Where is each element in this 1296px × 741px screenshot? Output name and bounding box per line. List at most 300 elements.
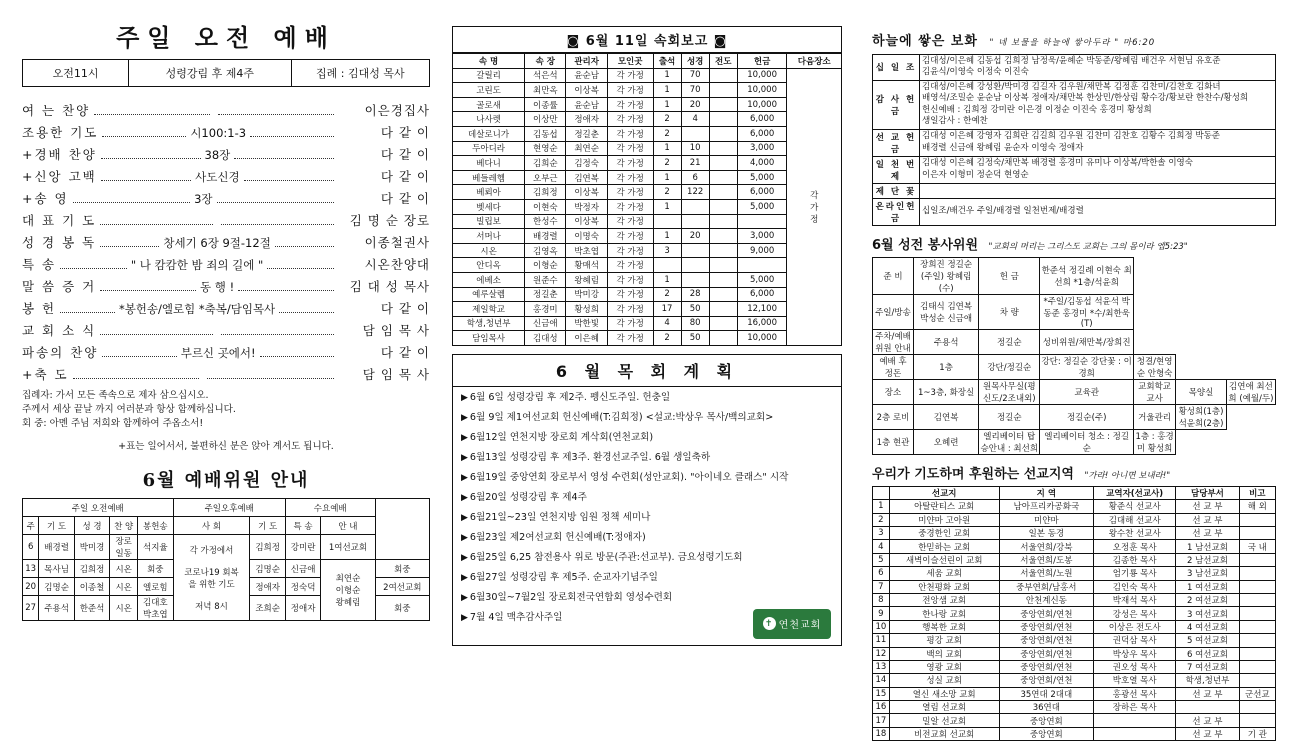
order-row xyxy=(22,141,430,163)
leader-dots xyxy=(250,126,334,137)
cell: 6,000 xyxy=(737,126,787,141)
table-row xyxy=(873,553,1276,566)
cell: 1 xyxy=(653,170,681,185)
leader-dots xyxy=(260,346,334,357)
table-row xyxy=(453,287,842,302)
cell: 신금애 xyxy=(525,316,566,331)
table-row xyxy=(873,354,1276,379)
cell: 현영순 xyxy=(525,141,566,156)
cell xyxy=(709,316,737,331)
offering-title xyxy=(872,30,1276,49)
leader-dots xyxy=(207,368,334,379)
leader-dots xyxy=(267,258,334,269)
order-item: +축 도 xyxy=(22,367,69,382)
table-row xyxy=(873,329,1276,354)
cell: 이상복 xyxy=(566,185,607,200)
order-detail: 시100:1-3 xyxy=(190,126,247,140)
plan-item: ▶ 6월21일~23일 연천지방 임원 정책 세미나 xyxy=(461,511,651,523)
order-detail: 부르신 곳에서! xyxy=(180,346,256,360)
leader-dots xyxy=(238,280,334,291)
right-column xyxy=(872,30,1276,741)
mission-title-text: 우리가 기도하며 후원하는 선교지역 xyxy=(872,466,1074,482)
plan-item: ▶ 6월19일 중앙연회 장로부서 영성 수련회(성안교회). "아이네오 클래스" 시작 xyxy=(461,471,789,483)
cell: 이명숙 xyxy=(566,229,607,244)
order-person: 다 같 이 xyxy=(380,147,430,162)
table-row xyxy=(23,535,430,560)
order-row xyxy=(22,185,430,207)
cell xyxy=(709,302,737,317)
left-column xyxy=(22,18,430,621)
cell: 주용석 xyxy=(913,329,978,354)
cell xyxy=(709,243,737,258)
cell: 10 xyxy=(873,620,890,633)
cell: 1 xyxy=(653,97,681,112)
cell: 장희진 정길순(주일) 왕혜림(수) xyxy=(913,257,978,294)
cell: 새벽이슬선린이 교회 xyxy=(889,553,999,566)
cell: 윤순남 xyxy=(566,68,607,83)
order-item: 특 송 xyxy=(22,257,57,272)
column-header: 기 도 xyxy=(250,517,285,535)
cell: 박미경 xyxy=(74,535,109,560)
order-person: 다 같 이 xyxy=(380,345,430,360)
cell: 아탈란티스 교회 xyxy=(889,500,999,513)
order-item: 조용한 기도 xyxy=(22,125,99,140)
cell: 11 xyxy=(873,634,890,647)
column-header: 다음장소 xyxy=(787,54,842,69)
column-header: 특 송 xyxy=(285,517,320,535)
table-row xyxy=(873,183,1276,198)
cell: 배경렬 xyxy=(39,535,74,560)
order-row xyxy=(22,207,430,229)
cell: 한믿하는 교회 xyxy=(889,540,999,553)
cell: 베뢰아 xyxy=(453,185,525,200)
cell xyxy=(709,112,737,127)
table-row xyxy=(453,214,842,229)
table-row xyxy=(873,526,1276,539)
cell: 청결/현영순 안형숙 xyxy=(1134,354,1176,379)
cell: 전앙샘 교회 xyxy=(889,593,999,606)
church-stamp xyxy=(753,609,831,639)
cell: 1 남선교회 xyxy=(1176,540,1239,553)
leader-dots xyxy=(100,324,213,335)
cell: 비전교회 선교회 xyxy=(889,727,999,740)
table-row xyxy=(873,513,1276,526)
order-person: 이은경집사 xyxy=(364,103,430,118)
cell: 안디옥 xyxy=(453,258,525,273)
leader-dots xyxy=(275,236,334,247)
committee-title: 6월 예배위원 안내 xyxy=(142,470,310,492)
cell: 선 교 부 xyxy=(1176,687,1239,700)
table-row xyxy=(873,647,1276,660)
cell: 홍광선 목사 xyxy=(1094,687,1176,700)
cell: 3,000 xyxy=(737,141,787,156)
order-detail: *봉헌송/엘로힘 *축복/담임목사 xyxy=(118,302,276,316)
cell: 왕혜림 xyxy=(566,272,607,287)
cell: 2 남선교회 xyxy=(1176,553,1239,566)
column-header: 기 도 xyxy=(39,517,74,535)
cell: 중앙연회 xyxy=(999,714,1093,727)
leader-dots xyxy=(73,192,190,203)
cell: 박호열 목사 xyxy=(1094,674,1176,687)
leader-dots xyxy=(221,324,334,335)
cell: 4 xyxy=(653,316,681,331)
table-row xyxy=(873,404,1276,429)
cell: 오부근 xyxy=(525,170,566,185)
cell: 6,000 xyxy=(737,185,787,200)
column-header: 지 역 xyxy=(999,486,1093,499)
cell: 주용석 xyxy=(39,596,74,621)
cell xyxy=(1239,567,1275,580)
cell: 13 xyxy=(23,560,39,578)
cell: 준 비 xyxy=(873,257,914,294)
cell: 1 xyxy=(653,83,681,98)
service-time: 오전11시 xyxy=(23,60,129,86)
cell: 50 xyxy=(681,302,709,317)
cell: 1 여선교회 xyxy=(1176,580,1239,593)
triangle-icon: ▶ xyxy=(461,492,468,503)
cell: 20 xyxy=(23,578,39,596)
cell: 시온 xyxy=(110,578,138,596)
column-header: 헌금 xyxy=(737,54,787,69)
plan-item: ▶ 6월13일 성령강림 후 제3주. 환경선교주일. 6월 생일축하 xyxy=(461,451,711,463)
cell: 미얀마 xyxy=(999,513,1093,526)
cell xyxy=(1239,513,1275,526)
cell: *주일/김동섭 석윤석 박동준 홍경미 *수/최한욱(T) xyxy=(1040,294,1134,329)
offering-category: 온라인헌금 xyxy=(873,198,920,225)
cell: 7 xyxy=(873,580,890,593)
table-row xyxy=(873,714,1276,727)
cell: 황매석 xyxy=(566,258,607,273)
order-detail: 동 행 ! xyxy=(200,280,235,294)
cell: 담임목사 xyxy=(453,331,525,346)
order-of-worship xyxy=(22,97,430,383)
cell: 2여선교회 xyxy=(375,578,429,596)
column-header: 출석 xyxy=(653,54,681,69)
cell: 2 xyxy=(653,112,681,127)
cell: 1 xyxy=(653,141,681,156)
cell: 이현숙 xyxy=(525,199,566,214)
cell: 거울관리 xyxy=(1134,404,1176,429)
cell: 남아프리카공화국 xyxy=(999,500,1093,513)
cell: 엘리베이터 탑승안내 : 최선희 xyxy=(979,429,1040,454)
cell: 박상우 목사 xyxy=(1094,647,1176,660)
plan-item: ▶ 6월30일~7월2일 장로회전국연합회 영성수련회 xyxy=(461,591,673,603)
cell: 강단/정길순 xyxy=(979,354,1040,379)
table-row xyxy=(453,258,842,273)
cell: 학생,청년부 xyxy=(453,316,525,331)
cell: 중앙연회/연천 xyxy=(999,647,1093,660)
leader-dots xyxy=(234,148,334,159)
column-header: 안 내 xyxy=(321,517,375,535)
cell: 교회학교 교사 xyxy=(1134,379,1176,404)
table-row xyxy=(453,185,842,200)
cell: 10,000 xyxy=(737,97,787,112)
cell: 김희정 xyxy=(525,185,566,200)
cell: 김대해 선교사 xyxy=(1094,513,1176,526)
leader-dots xyxy=(218,104,334,115)
service-officiant: 집례 : 김대성 목사 xyxy=(316,67,405,80)
order-item: +신앙 고백 xyxy=(22,169,97,184)
cell: 홍경미 xyxy=(525,302,566,317)
cell: 서울연희/노원 xyxy=(999,567,1093,580)
order-row xyxy=(22,361,430,383)
triangle-icon: ▶ xyxy=(461,592,468,603)
table-row xyxy=(453,68,842,83)
cell: 각 가정 xyxy=(607,331,653,346)
cell: 김정숙 xyxy=(566,156,607,171)
cell: 정애자 xyxy=(250,578,285,596)
cell: 기 관 xyxy=(1239,727,1275,740)
table-row xyxy=(873,540,1276,553)
table-row xyxy=(873,701,1276,714)
cell: 회중 xyxy=(138,560,173,578)
order-detail: " 나 캄캄한 밤 죄의 길에 " xyxy=(130,258,264,272)
cell: 김영옥 xyxy=(525,243,566,258)
cell: 박한빛 xyxy=(566,316,607,331)
table-row xyxy=(453,229,842,244)
order-detail: 사도신경 xyxy=(195,170,240,184)
cell: 1 xyxy=(653,199,681,214)
cell: 제일학교 xyxy=(453,302,525,317)
order-person: 다 같 이 xyxy=(380,301,430,316)
cell: 밀알 선교회 xyxy=(889,714,999,727)
table-row xyxy=(873,593,1276,606)
cell: 오정훈 목사 xyxy=(1094,540,1176,553)
cell: 각 가정 xyxy=(607,97,653,112)
responsive-line-3: 회 중: 아멘 주님 저희와 함께하여 주옵소서! xyxy=(22,417,204,429)
cell: 엘로힘 xyxy=(138,578,173,596)
cell: 박초엽 xyxy=(566,243,607,258)
service-volunteers-title xyxy=(872,234,1276,253)
monthly-plan-box xyxy=(452,387,842,646)
table-row xyxy=(873,294,1276,329)
plan-item: ▶ 6월25일 6,25 참전용사 위로 방문(주관:선교부). 금요성령기도회 xyxy=(461,551,743,563)
order-person: 담 임 목 사 xyxy=(362,367,431,382)
order-row xyxy=(22,229,430,251)
order-person: 담 임 목 사 xyxy=(362,323,431,338)
cell xyxy=(681,243,709,258)
cell xyxy=(681,199,709,214)
table-row xyxy=(873,156,1276,183)
cell: 목양실 xyxy=(1176,379,1227,404)
table-row xyxy=(873,674,1276,687)
cell: 황준식 선교사 xyxy=(1094,500,1176,513)
column-header: 담당부서 xyxy=(1176,486,1239,499)
cell: 장소 xyxy=(873,379,914,404)
mission-table xyxy=(872,486,1276,741)
cell xyxy=(1239,607,1275,620)
leader-dots xyxy=(101,170,191,181)
plan-item: ▶ 6월12일 연천지방 장로회 계삭회(연천교회) xyxy=(461,431,654,443)
offering-names: 김대성 이은혜 김정숙/채만복 배경렬 홍경미 유미나 이상복/박한솔 이영숙 이은자 이형미 정순덕 현영순 xyxy=(920,156,1276,183)
cell: 백의 교회 xyxy=(889,647,999,660)
offering-category: 일 천 번 제 xyxy=(873,156,920,183)
leader-dots xyxy=(217,192,334,203)
cell xyxy=(709,199,737,214)
cell: 박미강 xyxy=(566,287,607,302)
cell: 16 xyxy=(873,701,890,714)
leader-dots xyxy=(100,214,213,225)
cell: 10 xyxy=(681,141,709,156)
offering-category: 감 사 헌 금 xyxy=(873,80,920,129)
offering-title-text: 하늘에 쌓은 보화 xyxy=(872,34,978,49)
cell: 세움 교회 xyxy=(889,567,999,580)
order-row xyxy=(22,97,430,119)
cell xyxy=(1239,553,1275,566)
cell: 정길순 xyxy=(979,404,1040,429)
cell-group-report-table xyxy=(452,53,842,346)
cell: 행복한 교회 xyxy=(889,620,999,633)
order-row xyxy=(22,119,430,141)
cell: 8 xyxy=(873,593,890,606)
cell: 이상복 xyxy=(566,83,607,98)
column-header: 속 명 xyxy=(453,54,525,69)
church-name: 연천교회 xyxy=(778,620,822,632)
cell: 서울연희/도봉 xyxy=(999,553,1093,566)
cell: 권오성 목사 xyxy=(1094,660,1176,673)
cell: 18 xyxy=(873,727,890,740)
cell: 1 xyxy=(653,229,681,244)
cell: 각 가정 xyxy=(607,243,653,258)
standing-note: +표는 일어서서, 불편하신 분은 앉아 계서도 됩니다. xyxy=(118,441,334,453)
cell: 김희순 xyxy=(525,156,566,171)
cell: 장로 일동 xyxy=(110,535,138,560)
cell: 2 xyxy=(653,287,681,302)
cell: 정숙덕 xyxy=(285,578,320,596)
cell xyxy=(737,258,787,273)
cell: 5,000 xyxy=(737,170,787,185)
table-row xyxy=(453,199,842,214)
leader-dots xyxy=(102,126,186,137)
cell: 베다니 xyxy=(453,156,525,171)
plan-item: ▶ 7월 4일 맥추감사주일 xyxy=(461,611,563,623)
cell: 황성희 xyxy=(566,302,607,317)
cell: 중경한인 교회 xyxy=(889,526,999,539)
cell: 36연대 xyxy=(999,701,1093,714)
cell: 영광 교회 xyxy=(889,660,999,673)
cell: 김연애 최선희 (예월/두) xyxy=(1226,379,1275,404)
cell: 성비위원/채만복/장희진 xyxy=(1040,329,1134,354)
table-row xyxy=(873,198,1276,225)
cell: 김종한 목사 xyxy=(1094,553,1176,566)
cell: 교육관 xyxy=(1040,379,1134,404)
triangle-icon: ▶ xyxy=(461,452,468,463)
cell: 선 교 부 xyxy=(1176,513,1239,526)
cell: 최연순 xyxy=(566,141,607,156)
cell xyxy=(681,272,709,287)
cell: 왕수찬 선교사 xyxy=(1094,526,1176,539)
cell: 헌 금 xyxy=(979,257,1040,294)
table-row xyxy=(873,567,1276,580)
table-row xyxy=(453,272,842,287)
cell: 35연대 2대대 xyxy=(999,687,1093,700)
cell: 15 xyxy=(873,687,890,700)
column-header: 전도 xyxy=(709,54,737,69)
cell: 평강 교회 xyxy=(889,634,999,647)
cell: 2 xyxy=(653,185,681,200)
order-person: 이종철권사 xyxy=(364,235,430,250)
table-row xyxy=(873,257,1276,294)
column-header xyxy=(873,486,890,499)
cell: 안천계신동 xyxy=(999,593,1093,606)
order-row xyxy=(22,251,430,273)
cell: 17 xyxy=(873,714,890,727)
cell: 16,000 xyxy=(737,316,787,331)
cell xyxy=(1239,593,1275,606)
cross-icon: ✝ xyxy=(763,617,776,630)
column-header: 사 회 xyxy=(173,517,250,535)
offering-names xyxy=(920,183,1276,198)
cell: 예루살렘 xyxy=(453,287,525,302)
cell: 엘리베이터 청소 : 정길순 xyxy=(1040,429,1134,454)
table-row xyxy=(873,80,1276,129)
cell: 4 여선교회 xyxy=(1176,620,1239,633)
order-detail: 창세기 6장 9절-12절 xyxy=(163,236,271,250)
cell: 열신 새소망 교회 xyxy=(889,687,999,700)
cell: 주일/방송 xyxy=(873,294,914,329)
cell: 정길춘 xyxy=(566,126,607,141)
cell xyxy=(653,214,681,229)
table-row xyxy=(453,331,842,346)
cell: 중앙연회/연천 xyxy=(999,674,1093,687)
column-header: 성 경 xyxy=(74,517,109,535)
cell: 원준수 xyxy=(525,272,566,287)
table-row xyxy=(873,580,1276,593)
cell: 이형순 xyxy=(525,258,566,273)
cell: 이종철 xyxy=(74,578,109,596)
group-head: 주일 오전예배 xyxy=(23,499,174,517)
cell: 1 xyxy=(873,500,890,513)
table-row xyxy=(453,141,842,156)
table-row xyxy=(873,429,1276,454)
cell: 7 여선교회 xyxy=(1176,660,1239,673)
cell: 국 내 xyxy=(1239,540,1275,553)
cell: 엄기룡 목사 xyxy=(1094,567,1176,580)
cell: 나사렛 xyxy=(453,112,525,127)
cell: 3,000 xyxy=(737,229,787,244)
cell xyxy=(1239,714,1275,727)
cell: 각 가정 xyxy=(607,83,653,98)
order-detail: 38장 xyxy=(204,148,231,162)
cell: 5 여선교회 xyxy=(1176,634,1239,647)
cell: 이상은 전도사 xyxy=(1094,620,1176,633)
cell: 2 xyxy=(873,513,890,526)
cell: 20 xyxy=(681,97,709,112)
cell: 한나랑 교회 xyxy=(889,607,999,620)
triangle-icon: ▶ xyxy=(461,552,468,563)
offering-category: 십 일 조 xyxy=(873,55,920,81)
cell xyxy=(681,214,709,229)
cell: 석지율 xyxy=(138,535,173,560)
cell: 5 xyxy=(873,553,890,566)
order-item: 파송의 찬양 xyxy=(22,345,99,360)
cell xyxy=(709,170,737,185)
table-row xyxy=(453,156,842,171)
cell: 9,000 xyxy=(737,243,787,258)
table-row xyxy=(453,316,842,331)
cell: 중앙연회/연천 xyxy=(999,634,1093,647)
cell: 석은석 xyxy=(525,68,566,83)
leader-dots xyxy=(94,104,210,115)
table-row xyxy=(873,660,1276,673)
cell: 27 xyxy=(23,596,39,621)
cell: 회중 xyxy=(375,560,429,578)
plan-item: ▶ 6월 9일 제1여선교회 헌신예배(T:김희정) <설교:박상우 목사/백의교회> xyxy=(461,411,774,423)
table-row xyxy=(873,687,1276,700)
table-row xyxy=(873,55,1276,81)
triangle-icon: ▶ xyxy=(461,412,468,423)
cell: 선 교 부 xyxy=(1176,526,1239,539)
